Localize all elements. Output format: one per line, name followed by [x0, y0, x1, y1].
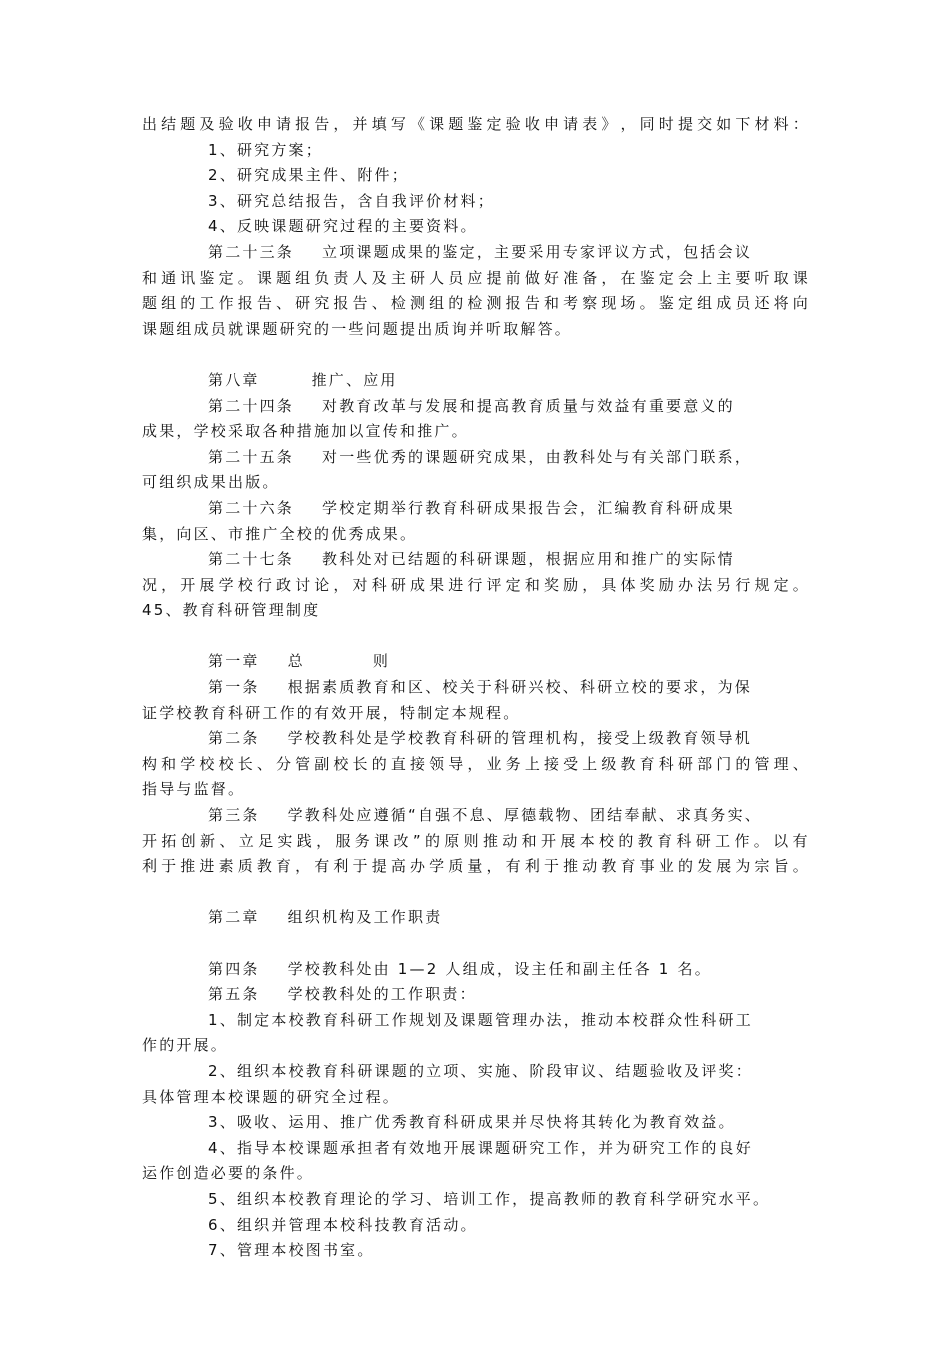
text-line: 可组织成果出版。 — [142, 473, 280, 492]
article-line — [142, 394, 810, 420]
text-line: 和 通 讯 鉴 定 。 课 题 组 负 责 人 及 主 研 人 员 应 提 前 做 好 准 备 ， 在 鉴 定 会 上 主 要 听 取 课 — [142, 268, 810, 287]
text-line: 证学校教育科研工作的有效开展，特制定本规程。 — [142, 703, 521, 722]
article-line — [142, 547, 810, 573]
list-item: 1、制定本校教育科研工作规划及课题管理办法，推动本校群众性科研工 — [208, 1010, 753, 1029]
chapter-heading — [142, 368, 810, 394]
chapter-title: 推广、应用 — [311, 370, 398, 389]
document-page — [142, 112, 810, 1264]
article-text: 学校教科处由 1—2 人组成，设主任和副主任各 1 名。 — [287, 959, 712, 978]
article-number: 第二十三条 — [208, 242, 295, 261]
text-line: 作的开展。 — [142, 1036, 229, 1055]
article-text: 学校教科处的工作职责： — [287, 985, 477, 1004]
article-text: 学校教科处是学校教育科研的管理机构，接受上级教育领导机 — [287, 729, 753, 748]
text-line: 出 结 题 及 验 收 申 请 报 告 ， 并 填 写 《 课 题 鉴 定 验 收 申 请 表 》 ， 同 时 提 交 如 下 材 料 ： — [142, 115, 810, 133]
list-item: 5、组织本校教育理论的学习、培训工作，提高教师的教育科学研究水平。 — [208, 1189, 771, 1208]
article-line — [142, 445, 810, 471]
chapter-title: 组织机构及工作职责 — [287, 908, 443, 927]
article-number: 第二十五条 — [208, 447, 295, 466]
article-line — [142, 957, 810, 983]
text-line: 课题组成员就课题研究的一些问题提出质询并听取解答。 — [142, 319, 573, 338]
list-item: 3、研究总结报告，含自我评价材料； — [208, 191, 495, 210]
chapter-heading — [142, 649, 810, 675]
article-number: 第二十四条 — [208, 396, 295, 415]
article-text: 对一些优秀的课题研究成果，由教科处与有关部门联系， — [322, 447, 753, 466]
text-line: 利 于 推 进 素 质 教 育 ， 有 利 于 提 高 办 学 质 量 ， 有 利 于 推 动 教 育 事 业 的 发 展 为 宗 旨 。 — [142, 857, 810, 876]
list-item: 1、研究方案； — [208, 140, 323, 159]
article-text: 立项课题成果的鉴定，主要采用专家评议方式，包括会议 — [322, 242, 753, 261]
article-line — [142, 675, 810, 701]
article-text: 学校定期举行教育科研成果报告会，汇编教育科研成果 — [322, 498, 735, 517]
text-line: 构 和 学 校 校 长 、 分 管 副 校 长 的 直 接 领 导 ， 业 务 上 接 受 上 级 教 育 科 研 部 门 的 管 理 、 — [142, 754, 810, 773]
chapter-title: 则 — [372, 652, 391, 671]
list-item: 6、组织并管理本校科技教育活动。 — [208, 1215, 478, 1234]
article-line — [142, 982, 810, 1008]
text-line: 指导与监督。 — [142, 780, 246, 799]
chapter-title: 总 — [287, 652, 305, 671]
chapter-heading — [142, 905, 810, 931]
article-number: 第三条 — [208, 806, 260, 825]
article-number: 第二条 — [208, 729, 260, 748]
list-item: 2、组织本校教育科研课题的立项、实施、阶段审议、结题验收及评奖： — [208, 1061, 753, 1080]
article-text: 对教育改革与发展和提高教育质量与效益有重要意义的 — [322, 396, 735, 415]
article-text: 教科处对已结题的科研课题，根据应用和推广的实际情 — [322, 550, 735, 569]
text-line: 况 ， 开 展 学 校 行 政 讨 论 ， 对 科 研 成 果 进 行 评 定 和 奖 励 ， 具 体 奖 励 办 法 另 行 规 定 。 — [142, 575, 810, 594]
text-line: 运作创造必要的条件。 — [142, 1164, 315, 1183]
list-item: 4、指导本校课题承担者有效地开展课题研究工作，并为研究工作的良好 — [208, 1138, 753, 1157]
text-line: 具体管理本校课题的研究全过程。 — [142, 1087, 401, 1106]
article-line — [142, 240, 810, 266]
article-number: 第五条 — [208, 985, 260, 1004]
text-line: 开 拓 创 新 、 立 足 实 践 ， 服 务 课 改 ” 的 原 则 推 动 和 开 展 本 校 的 教 育 科 研 工 作 。 以 有 — [142, 831, 810, 850]
list-item: 3、吸收、运用、推广优秀教育科研成果并尽快将其转化为教育效益。 — [208, 1113, 736, 1132]
chapter-number: 第二章 — [208, 908, 260, 927]
article-text: 学教科处应遵循“自强不息、厚德载物、团结奉献、求真务实、 — [287, 806, 762, 825]
article-line — [142, 496, 810, 522]
chapter-number: 第一章 — [208, 652, 260, 671]
article-number: 第一条 — [208, 678, 260, 697]
list-item: 4、反映课题研究过程的主要资料。 — [208, 217, 478, 236]
text-line: 成果，学校采取各种措施加以宣传和推广。 — [142, 422, 469, 441]
article-number: 第二十六条 — [208, 498, 295, 517]
chapter-number: 第八章 — [208, 370, 260, 389]
text-line: 题 组 的 工 作 报 告 、 研 究 报 告 、 检 测 组 的 检 测 报 告 和 考 察 现 场 。 鉴 定 组 成 员 还 将 向 — [142, 294, 810, 313]
article-number: 第二十七条 — [208, 550, 295, 569]
list-item: 7、管理本校图书室。 — [208, 1241, 375, 1260]
article-line — [142, 726, 810, 752]
list-item: 2、研究成果主件、附件； — [208, 166, 409, 185]
article-text: 根据素质教育和区、校关于科研兴校、科研立校的要求，为保 — [287, 678, 753, 697]
text-line: 集，向区、市推广全校的优秀成果。 — [142, 524, 418, 543]
article-number: 第四条 — [208, 959, 260, 978]
section-heading: 45、教育科研管理制度 — [142, 601, 321, 620]
article-line — [142, 803, 810, 829]
